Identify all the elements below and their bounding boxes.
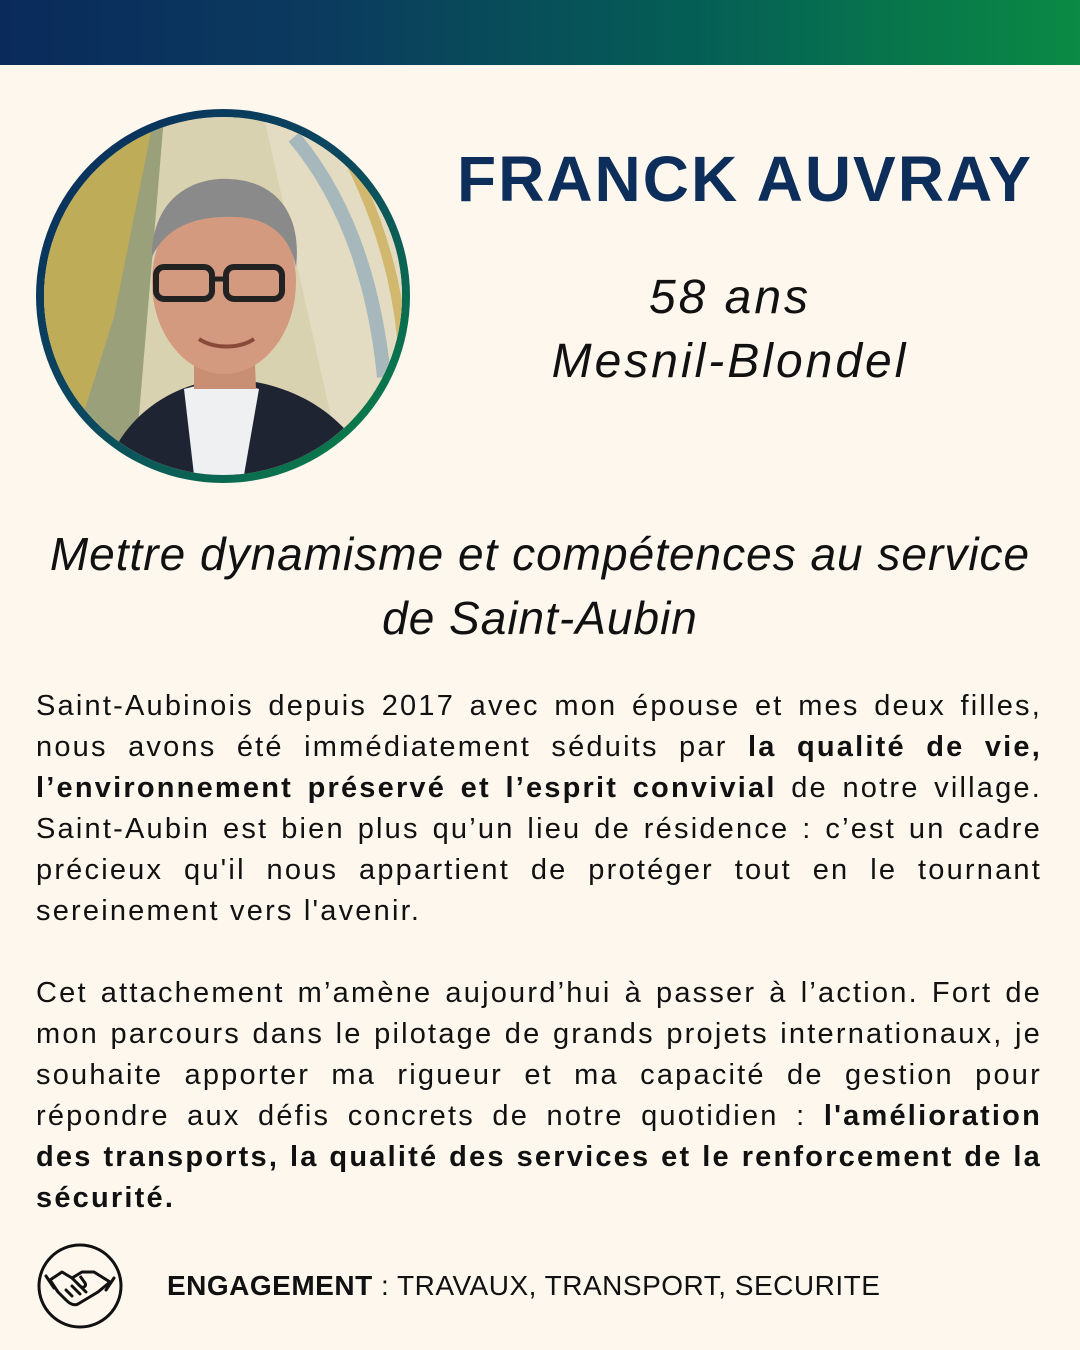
engagement-footer [36, 1242, 1044, 1332]
paragraph-2: Cet attachement m’amène aujourd’hui à passer à l’action. Fort de mon parcours dans le pilotage de grands projets internationaux, je souhaite apporter ma rigueur et ma capacité de gestion pour répondre aux défis concrets de notre quotidien : l'amélioration des transports, la qualité des services et le renforcement de la sécurité. [36, 977, 1042, 1214]
candidate-town: Mesnil-Blondel [551, 335, 909, 388]
engagement-text: ENGAGEMENT : TRAVAUX, TRANSPORT, SECURITE [167, 1270, 881, 1301]
paragraph-2-highlight: l'amélioration des transports, la qualité des services et le renforcement de la sécurité. [36, 1100, 1042, 1214]
engagement-label: ENGAGEMENT [167, 1270, 373, 1301]
paragraph-1-highlight: la qualité de vie, l’environnement préservé et l’esprit convivial [36, 731, 1042, 804]
tagline: Mettre dynamisme et compétences au service de Saint-Aubin [49, 528, 1031, 644]
paragraph-1: Saint-Aubinois depuis 2017 avec mon épouse et mes deux filles, nous avons été immédiatement séduits par la qualité de vie, l’environnement préservé et l’esprit convivial de notre village. Saint-Aubin est bien plus qu’un lieu de résidence : c’est un cadre précieux qu'il nous appartient de protéger tout en le tournant sereinement vers l'avenir. [36, 690, 1042, 927]
portrait-frame [36, 109, 410, 483]
candidate-info [440, 266, 1020, 394]
handshake-icon [36, 1242, 124, 1330]
candidate-name: FRANCK AUVRAY [457, 143, 1033, 215]
top-gradient-bar [0, 0, 1080, 65]
candidate-age: 58 ans [648, 271, 812, 324]
biography [36, 686, 1042, 1219]
portrait-photo [44, 117, 402, 475]
engagement-value: TRAVAUX, TRANSPORT, SECURITE [397, 1270, 881, 1301]
